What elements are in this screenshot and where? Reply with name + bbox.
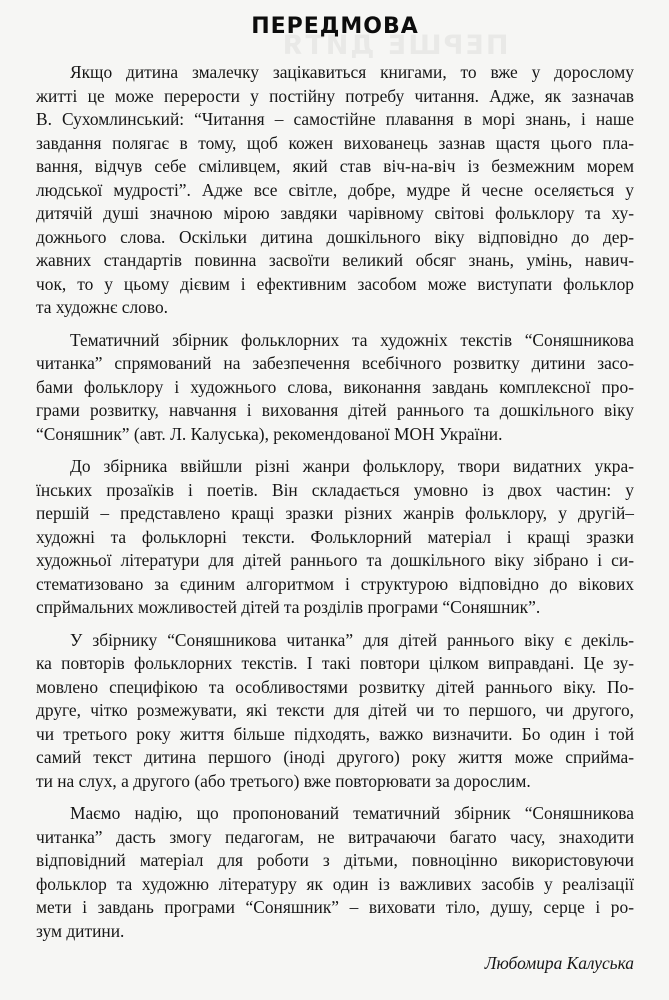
bleed-through-text: ПЕРШЕ ДИТЯ xyxy=(280,30,509,61)
page-title: ПЕРЕДМОВА xyxy=(251,14,419,39)
text-line: першій – представлено кращі зразки різних жанрів фольклору, у другій– xyxy=(36,503,634,523)
text-line: ка повторів фольклорних текстів. І такі повтори цілком виправдані. Це зу- xyxy=(36,653,634,673)
text-line: У збірнику “Соняшникова читанка” для дітей раннього віку є декіль- xyxy=(70,629,634,650)
text-line: завдання полягає в тому, щоб кожен вихованець зазнав щастя цього пла- xyxy=(36,132,634,153)
text-line: відповідний матеріал для роботи з дітьми, повноцінно використовуючи xyxy=(36,850,634,870)
text-line: дитячій душі значною мірою завдяки чарівному світові фольклору та ху- xyxy=(36,203,634,223)
text-line: грами розвитку, навчання і виховання дітей раннього та дошкільного віку xyxy=(36,400,634,420)
text-line: Тематичний збірник фольклорних та художніх текстів “Соняшникова xyxy=(70,329,634,350)
text-line: бами фольклору і художнього слова, виконання завдань комплексної про- xyxy=(36,376,634,397)
paragraph xyxy=(36,802,634,943)
body-text xyxy=(36,61,634,943)
text-line: читанка” спрямований на забезпечення всебічного розвитку дитини засо- xyxy=(36,353,634,373)
text-line: чи третього року життя більше підходять, важко визначити. Бо один і той xyxy=(36,723,634,744)
text-line: та художнє слово. xyxy=(36,297,168,317)
paragraph xyxy=(36,629,634,794)
text-line: самий текст дитина першого (іноді другого) року життя може сприйма- xyxy=(36,747,634,767)
text-line: стематизовано за єдиним алгоритмом і структурою відповідно до вікових xyxy=(36,573,634,594)
paragraph xyxy=(36,455,634,620)
text-line: спрймальних можливостей дітей та розділів програми “Соняшник”. xyxy=(36,597,541,617)
text-line: мовлено специфікою та особливостями розвитку дітей раннього віку. По- xyxy=(36,676,634,697)
text-line: їнських прозаїків і поетів. Він складається умовно із двох частин: у xyxy=(36,479,634,500)
text-line: Якщо дитина змалечку зацікавиться книгами, то вже у дорослому xyxy=(70,62,634,82)
paragraph xyxy=(36,329,634,447)
text-line: мети і завдань програми “Соняшник” – виховати тіло, душу, серце і ро- xyxy=(36,897,634,917)
text-line: художньої літератури для дітей раннього та дошкільного віку зібрано і си- xyxy=(36,550,634,570)
text-line: До збірника ввійшли різні жанри фольклору, твори видатних укра- xyxy=(70,456,634,476)
text-line: ти на слух, а другого (або третього) вже повторювати за дорослим. xyxy=(36,770,531,791)
text-line: людської мудрості”. Адже все світле, добре, мудре й чесне оселяється у xyxy=(36,179,634,200)
text-line: читанка” дасть змогу педагогам, не витрачаючи багато часу, знаходити xyxy=(36,826,634,847)
page xyxy=(36,14,634,976)
text-line: дожнього слова. Оскільки дитина дошкільного віку відповідно до дер- xyxy=(36,226,634,247)
text-line: зум дитини. xyxy=(36,920,125,941)
text-line: В. Сухомлинський: “Читання – самостійне плавання в морі знань, і наше xyxy=(36,109,634,129)
text-line: вання, відчув себе сміливцем, який став віч-на-віч із безмежним морем xyxy=(36,156,634,176)
paragraph xyxy=(36,61,634,320)
text-line: жавних стандартів повинна засвоїти великий обсяг знань, умінь, навич- xyxy=(36,250,634,270)
author-signature: Любомира Калуська xyxy=(484,953,634,973)
text-line: художні та фольклорні тексти. Фольклорний матеріал і кращі зразки xyxy=(36,526,634,547)
text-line: фольклор та художню літературу як один із важливих засобів у реалізації xyxy=(36,873,634,894)
text-line: друге, чітко розмежувати, які тексти для дітей чи то першого, чи другого, xyxy=(36,700,634,720)
text-line: чок, то у цьому дієвим і ефективним засобом може виступати фольклор xyxy=(36,273,634,294)
text-line: житті це може перерости у постійну потребу читання. Адже, як зазначав xyxy=(36,85,634,106)
text-line: Маємо надію, що пропонований тематичний збірник “Соняшникова xyxy=(70,803,634,823)
text-line: “Соняшник” (авт. Л. Калуська), рекомендованої МОН України. xyxy=(36,423,503,444)
